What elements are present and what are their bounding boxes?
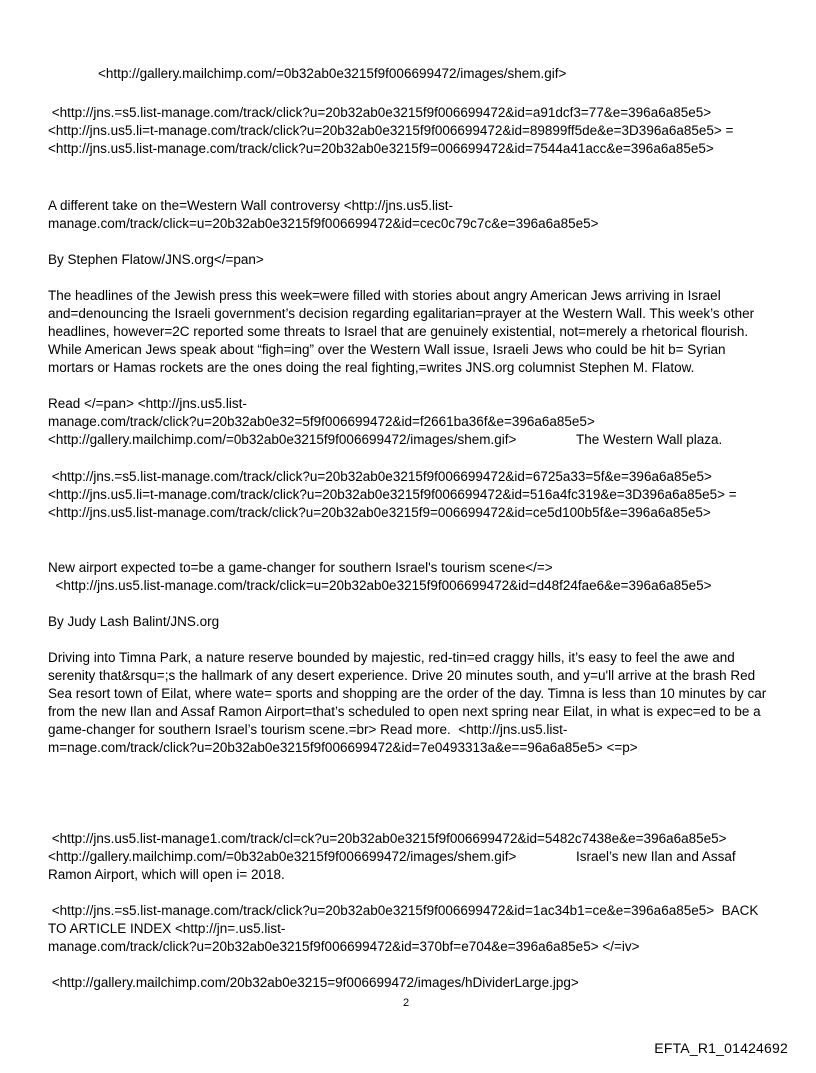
article-body-line: Sea resort town of Eilat, where wate= sports and shopping are the order of the day. Timna is less than 10 minutes by car bbox=[48, 686, 767, 701]
image-link[interactable]: <http://gallery.mailchimp.com/=0b32ab0e3215f9f006699472/images/shem.gif> bbox=[48, 432, 517, 447]
image-link[interactable]: <http://gallery.mailchimp.com/=0b32ab0e3215f9f006699472/images/shem.gif> bbox=[48, 849, 517, 864]
link-line[interactable]: <http://jns.=s5.list-manage.com/track/click?u=20b32ab0e3215f9f006699472&id=a91dcf3=77&e=396a6a85e5> bbox=[48, 105, 712, 120]
back-to-index-link[interactable]: <http://jns.=s5.list-manage.com/track/click?u=20b32ab0e3215f9f006699472&id=1ac34b1=ce&e=396a6a85e5> BACK bbox=[48, 903, 759, 918]
article-title-link[interactable]: <http://jns.us5.list-manage.com/track/click=u=20b32ab0e3215f9f006699472&id=d48f24fae6&e=396a6a85e5> bbox=[48, 578, 712, 593]
article-body-line: headlines, however=2C reported some threats to Israel that are genuinely existential, not=merely a rhetorical flourish. bbox=[48, 324, 749, 339]
article-byline: By Stephen Flatow/JNS.org</=pan> bbox=[48, 252, 264, 267]
read-more-link[interactable]: Read </=pan> <http://jns.us5.list- bbox=[48, 396, 247, 411]
article-body-line[interactable]: game-changer for southern Israel’s tourism scene.=br> Read more. <http://jns.us5.list- bbox=[48, 722, 568, 737]
back-to-index-link[interactable]: TO ARTICLE INDEX <http://jn=.us5.list- bbox=[48, 921, 286, 936]
link-line[interactable]: <http://jns.=s5.list-manage.com/track/click?u=20b32ab0e3215f9f006699472&id=6725a33=5f&e=396a6a85e5> bbox=[48, 469, 712, 484]
link-line[interactable]: <http://jns.us5.list-manage1.com/track/cl=ck?u=20b32ab0e3215f9f006699472&id=5482c7438e&e=396a6a85e5> bbox=[48, 831, 727, 846]
image-caption: Ramon Airport, which will open i= 2018. bbox=[48, 867, 285, 882]
article-title-link[interactable]: New airport expected to=be a game-changer for southern Israel's tourism scene</=> bbox=[48, 560, 553, 575]
page-number: 2 bbox=[403, 997, 410, 1009]
article-title-link[interactable]: A different take on the=Western Wall controversy <http://jns.us5.list- bbox=[48, 198, 453, 213]
article-byline: By Judy Lash Balint/JNS.org bbox=[48, 614, 220, 629]
article-body-line: The headlines of the Jewish press this week=were filled with stories about angry American Jews arriving in Israel bbox=[48, 288, 721, 303]
article-body-line: serenity that&rsqu=;s the hallmark of any desert experience. Drive 20 minutes south, and y=u'll arrive at the brash Red bbox=[48, 668, 756, 683]
read-more-link[interactable]: m=nage.com/track/click?u=20b32ab0e3215f9f006699472&id=7e0493313a&e==96a6a85e5> <=p> bbox=[48, 740, 638, 755]
link-line[interactable]: <http://jns.us5.li=t-manage.com/track/click?u=20b32ab0e3215f9f006699472&id=89899ff5de&e=3D396a6a85e5> = bbox=[48, 123, 734, 138]
back-to-index-link[interactable]: manage.com/track/click?u=20b32ab0e3215f9f006699472&id=370bf=e704&e=396a6a85e5> </=iv> bbox=[48, 939, 640, 954]
article-body-line: from the new Ilan and Assaf Ramon Airport=that’s scheduled to open next spring near Eilat, in what is expec=ed to be a bbox=[48, 704, 761, 719]
link-line[interactable]: <http://jns.us5.li=t-manage.com/track/click?u=20b32ab0e3215f9f006699472&id=516a4fc319&e=3D396a6a85e5> = bbox=[48, 487, 737, 502]
divider-image-link[interactable]: <http://gallery.mailchimp.com/20b32ab0e3215=9f006699472/images/hDividerLarge.jpg> bbox=[48, 975, 579, 990]
document-id-footer: EFTA_R1_01424692 bbox=[654, 1040, 788, 1056]
image-link[interactable]: <http://gallery.mailchimp.com/=0b32ab0e3215f9f006699472/images/shem.gif> bbox=[98, 66, 567, 81]
article-body-line: Driving into Timna Park, a nature reserve bounded by majestic, red-tin=ed craggy hills, it’s easy to feel the awe and bbox=[48, 650, 735, 665]
image-caption: Israel’s new Ilan and Assaf bbox=[576, 849, 736, 864]
article-title-link[interactable]: manage.com/track/click=u=20b32ab0e3215f9f006699472&id=cec0c79c7c&e=396a6a85e5> bbox=[48, 216, 599, 231]
read-more-link[interactable]: manage.com/track/click?u=20b32ab0e32=5f9f006699472&id=f2661ba36f&e=396a6a85e5> bbox=[48, 414, 595, 429]
article-body-line: While American Jews speak about “figh=ing” over the Western Wall issue, Israeli Jews who could be hit b= Syrian bbox=[48, 342, 726, 357]
article-body-line: and=denouncing the Israeli government’s decision regarding egalitarian=prayer at the Western Wall. This week’s other bbox=[48, 306, 755, 321]
image-caption: The Western Wall plaza. bbox=[576, 432, 723, 447]
link-line[interactable]: <http://jns.us5.list-manage.com/track/click?u=20b32ab0e3215f9=006699472&id=7544a41acc&e=396a6a85e5> bbox=[48, 141, 714, 156]
article-body-line: mortars or Hamas rockets are the ones doing the real fighting,=writes JNS.org columnist Stephen M. Flatow. bbox=[48, 360, 695, 375]
link-line[interactable]: <http://jns.us5.list-manage.com/track/click?u=20b32ab0e3215f9=006699472&id=ce5d100b5f&e=396a6a85e5> bbox=[48, 505, 711, 520]
